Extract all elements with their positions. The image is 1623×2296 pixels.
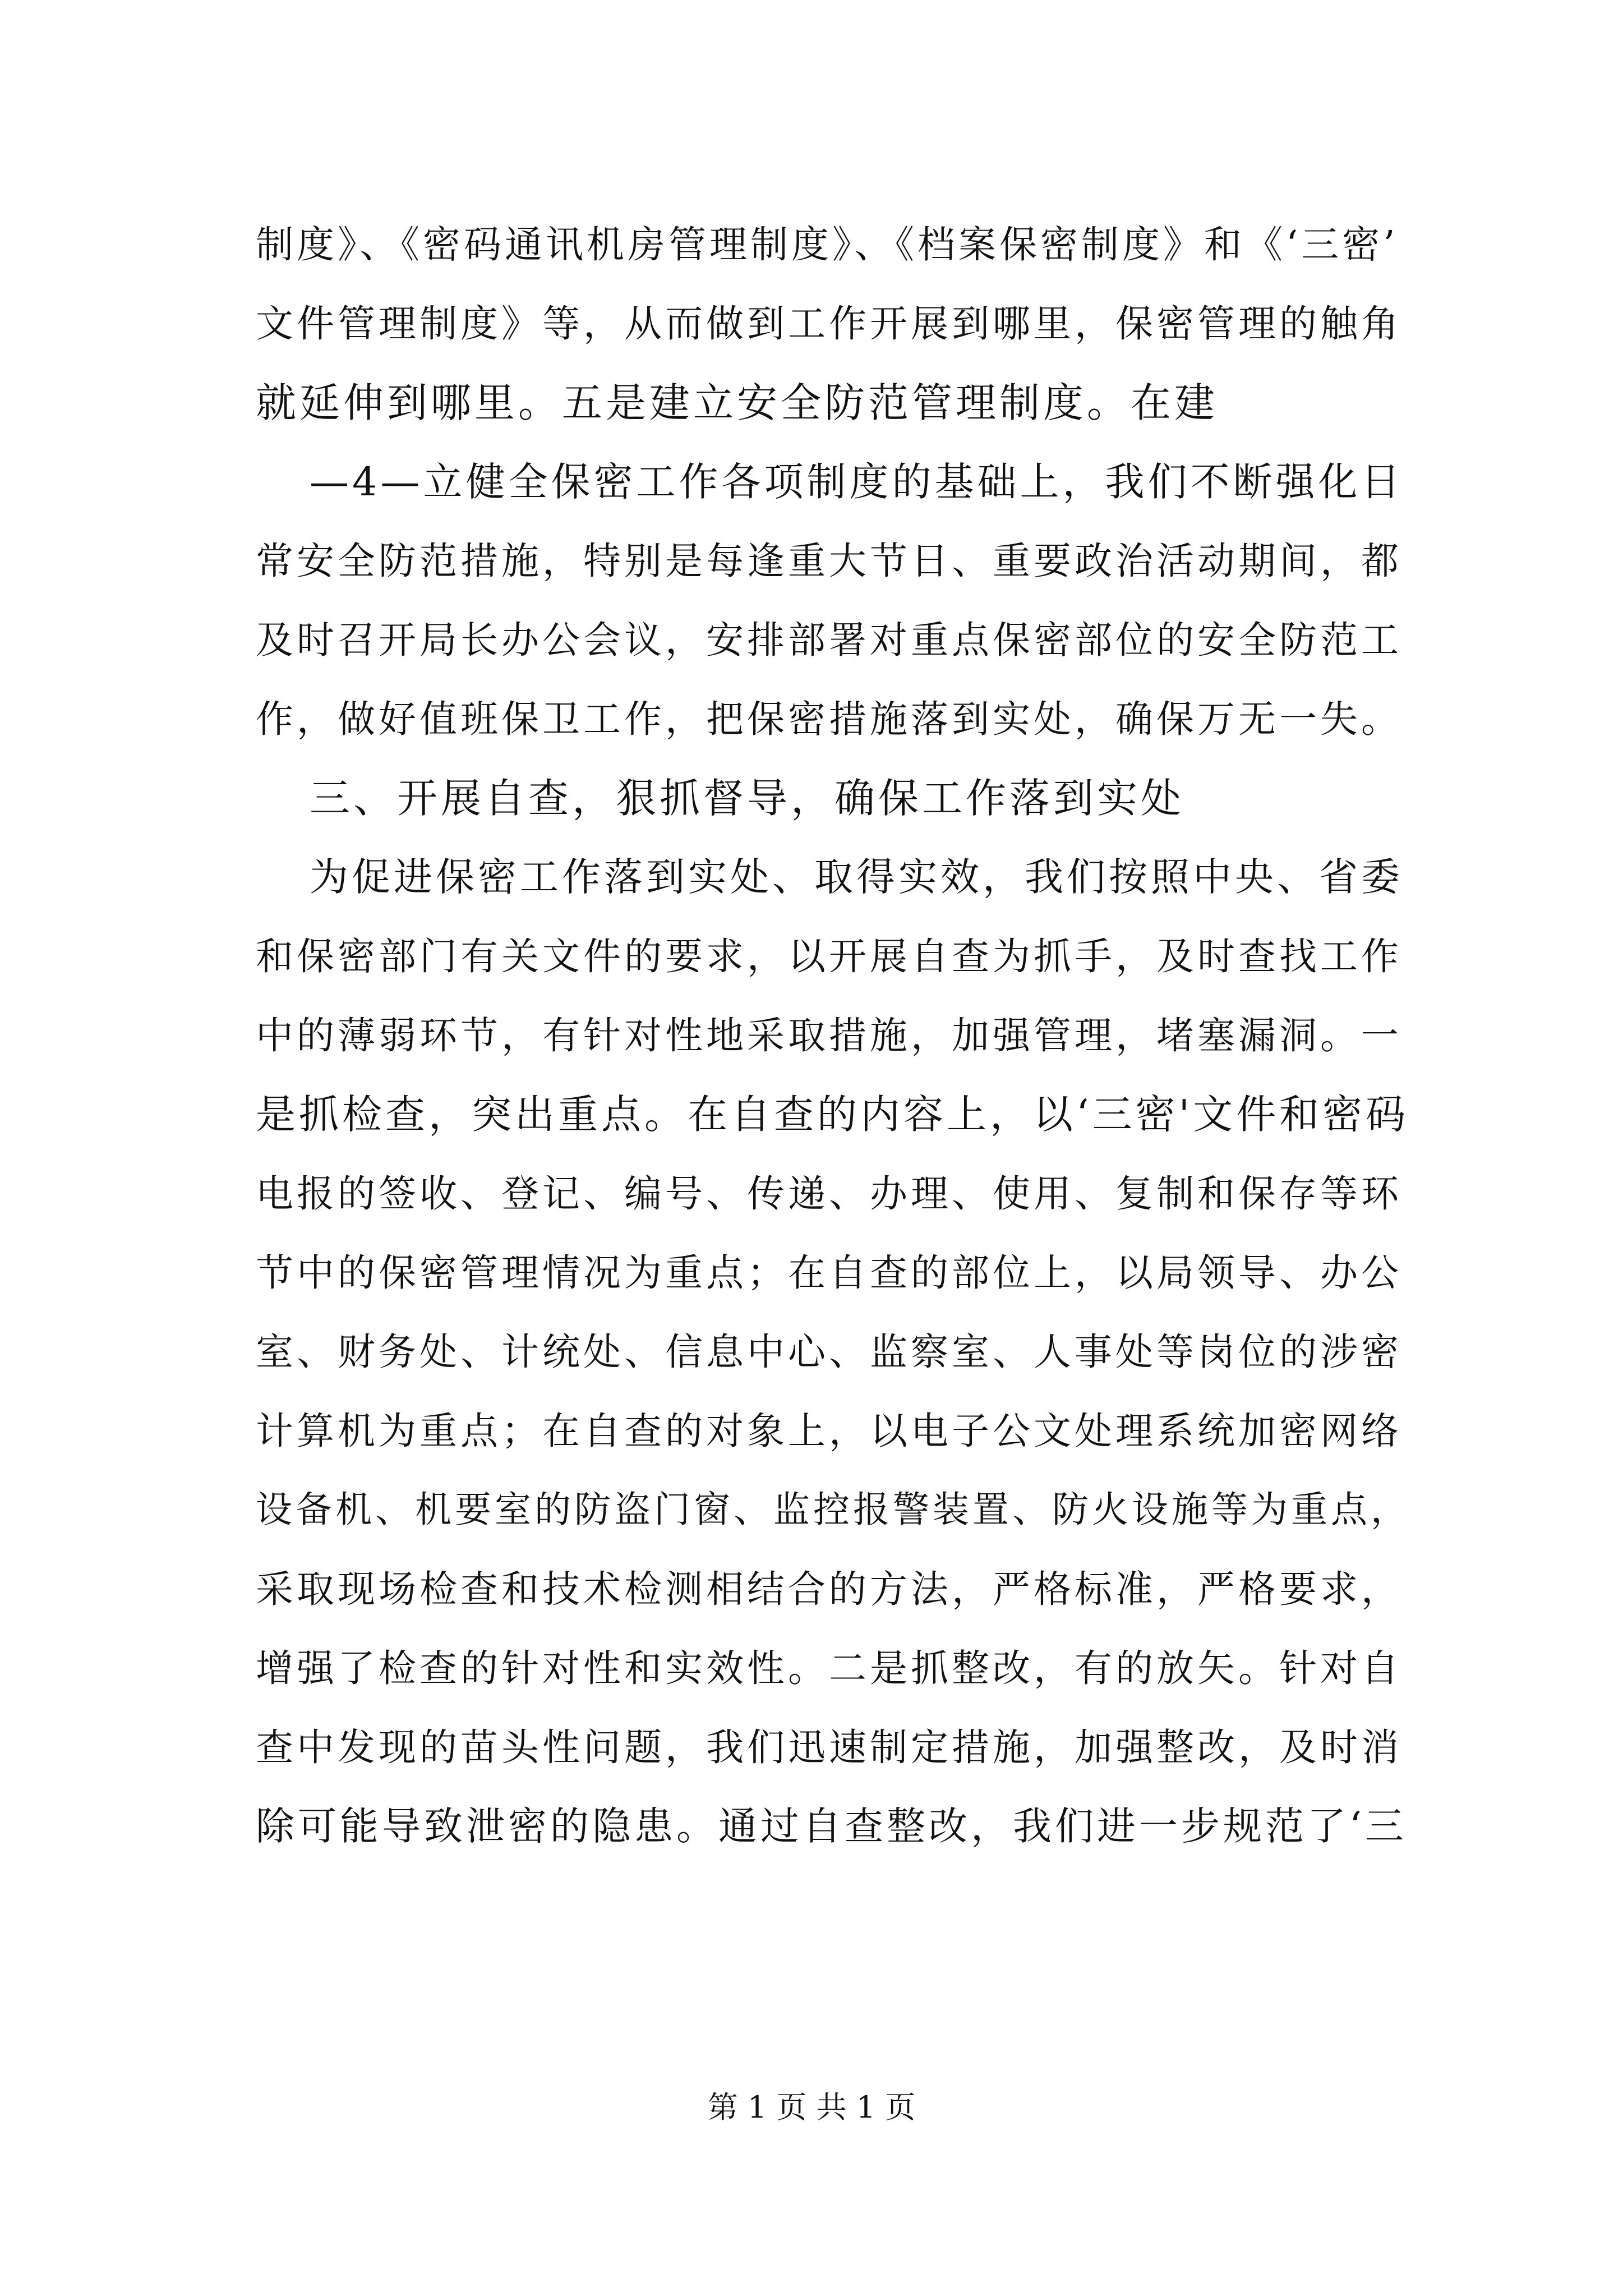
text-line: —4—立健全保密工作各项制度的基础上，我们不断强化日 [310,459,1404,505]
page-footer: 第 1 页 共 1 页 [707,2090,916,2125]
text-line: 常安全防范措施，特别是每逢重大节日、重要政治活动期间，都 [256,539,1402,583]
text-line: 就延伸到哪里。五是建立安全防范管理制度。在建 [256,379,1219,426]
text-line: 采取现场检查和技术检测相结合的方法，严格标准，严格要求， [256,1567,1402,1611]
text-line: 是抓检查，突出重点。在自查的内容上，以‘三密'文件和密码 [256,1091,1409,1138]
text-line: 室、财务处、计统处、信息中心、监察室、人事处等岗位的涉密 [256,1330,1402,1374]
text-line: 及时召开局长办公会议，安排部署对重点保密部位的安全防范工 [256,618,1402,662]
text-line: 查中发现的苗头性问题，我们迅速制定措施，加强整改，及时消 [256,1726,1402,1769]
text-line: 节中的保密管理情况为重点；在自查的部位上，以局领导、办公 [256,1251,1402,1295]
text-line: 设备机、机要室的防盗门窗、监控报警装置、防火设施等为重点， [256,1489,1411,1531]
text-line: 文件管理制度》等，从而做到工作开展到哪里，保密管理的触角 [256,302,1402,346]
text-line: 电报的签收、登记、编号、传递、办理、使用、复制和保存等环 [256,1172,1402,1216]
text-line: 制度》、《密码通讯机房管理制度》、《档案保密制度》和《‘三密’ [256,223,1399,266]
text-line: 为促进保密工作落到实处、取得实效，我们按照中央、省委 [310,855,1403,900]
text-line: 和保密部门有关文件的要求，以开展自查为抓手，及时查找工作 [256,935,1402,978]
text-line: 中的薄弱环节，有针对性地采取措施，加强管理，堵塞漏洞。一 [256,1014,1402,1057]
text-line: 计算机为重点；在自查的对象上，以电子公文处理系统加密网络 [256,1409,1402,1453]
section-heading: 三、开展自查，狠抓督导，确保工作落到实处 [310,775,1185,822]
text-line: 作，做好值班保卫工作，把保密措施落到实处，确保万无一失。 [256,697,1402,741]
text-line: 增强了检查的针对性和实效性。二是抓整改，有的放矢。针对自 [256,1646,1402,1690]
text-line: 除可能导致泄密的隐患。通过自查整改，我们进一步规范了‘三 [256,1804,1407,1849]
